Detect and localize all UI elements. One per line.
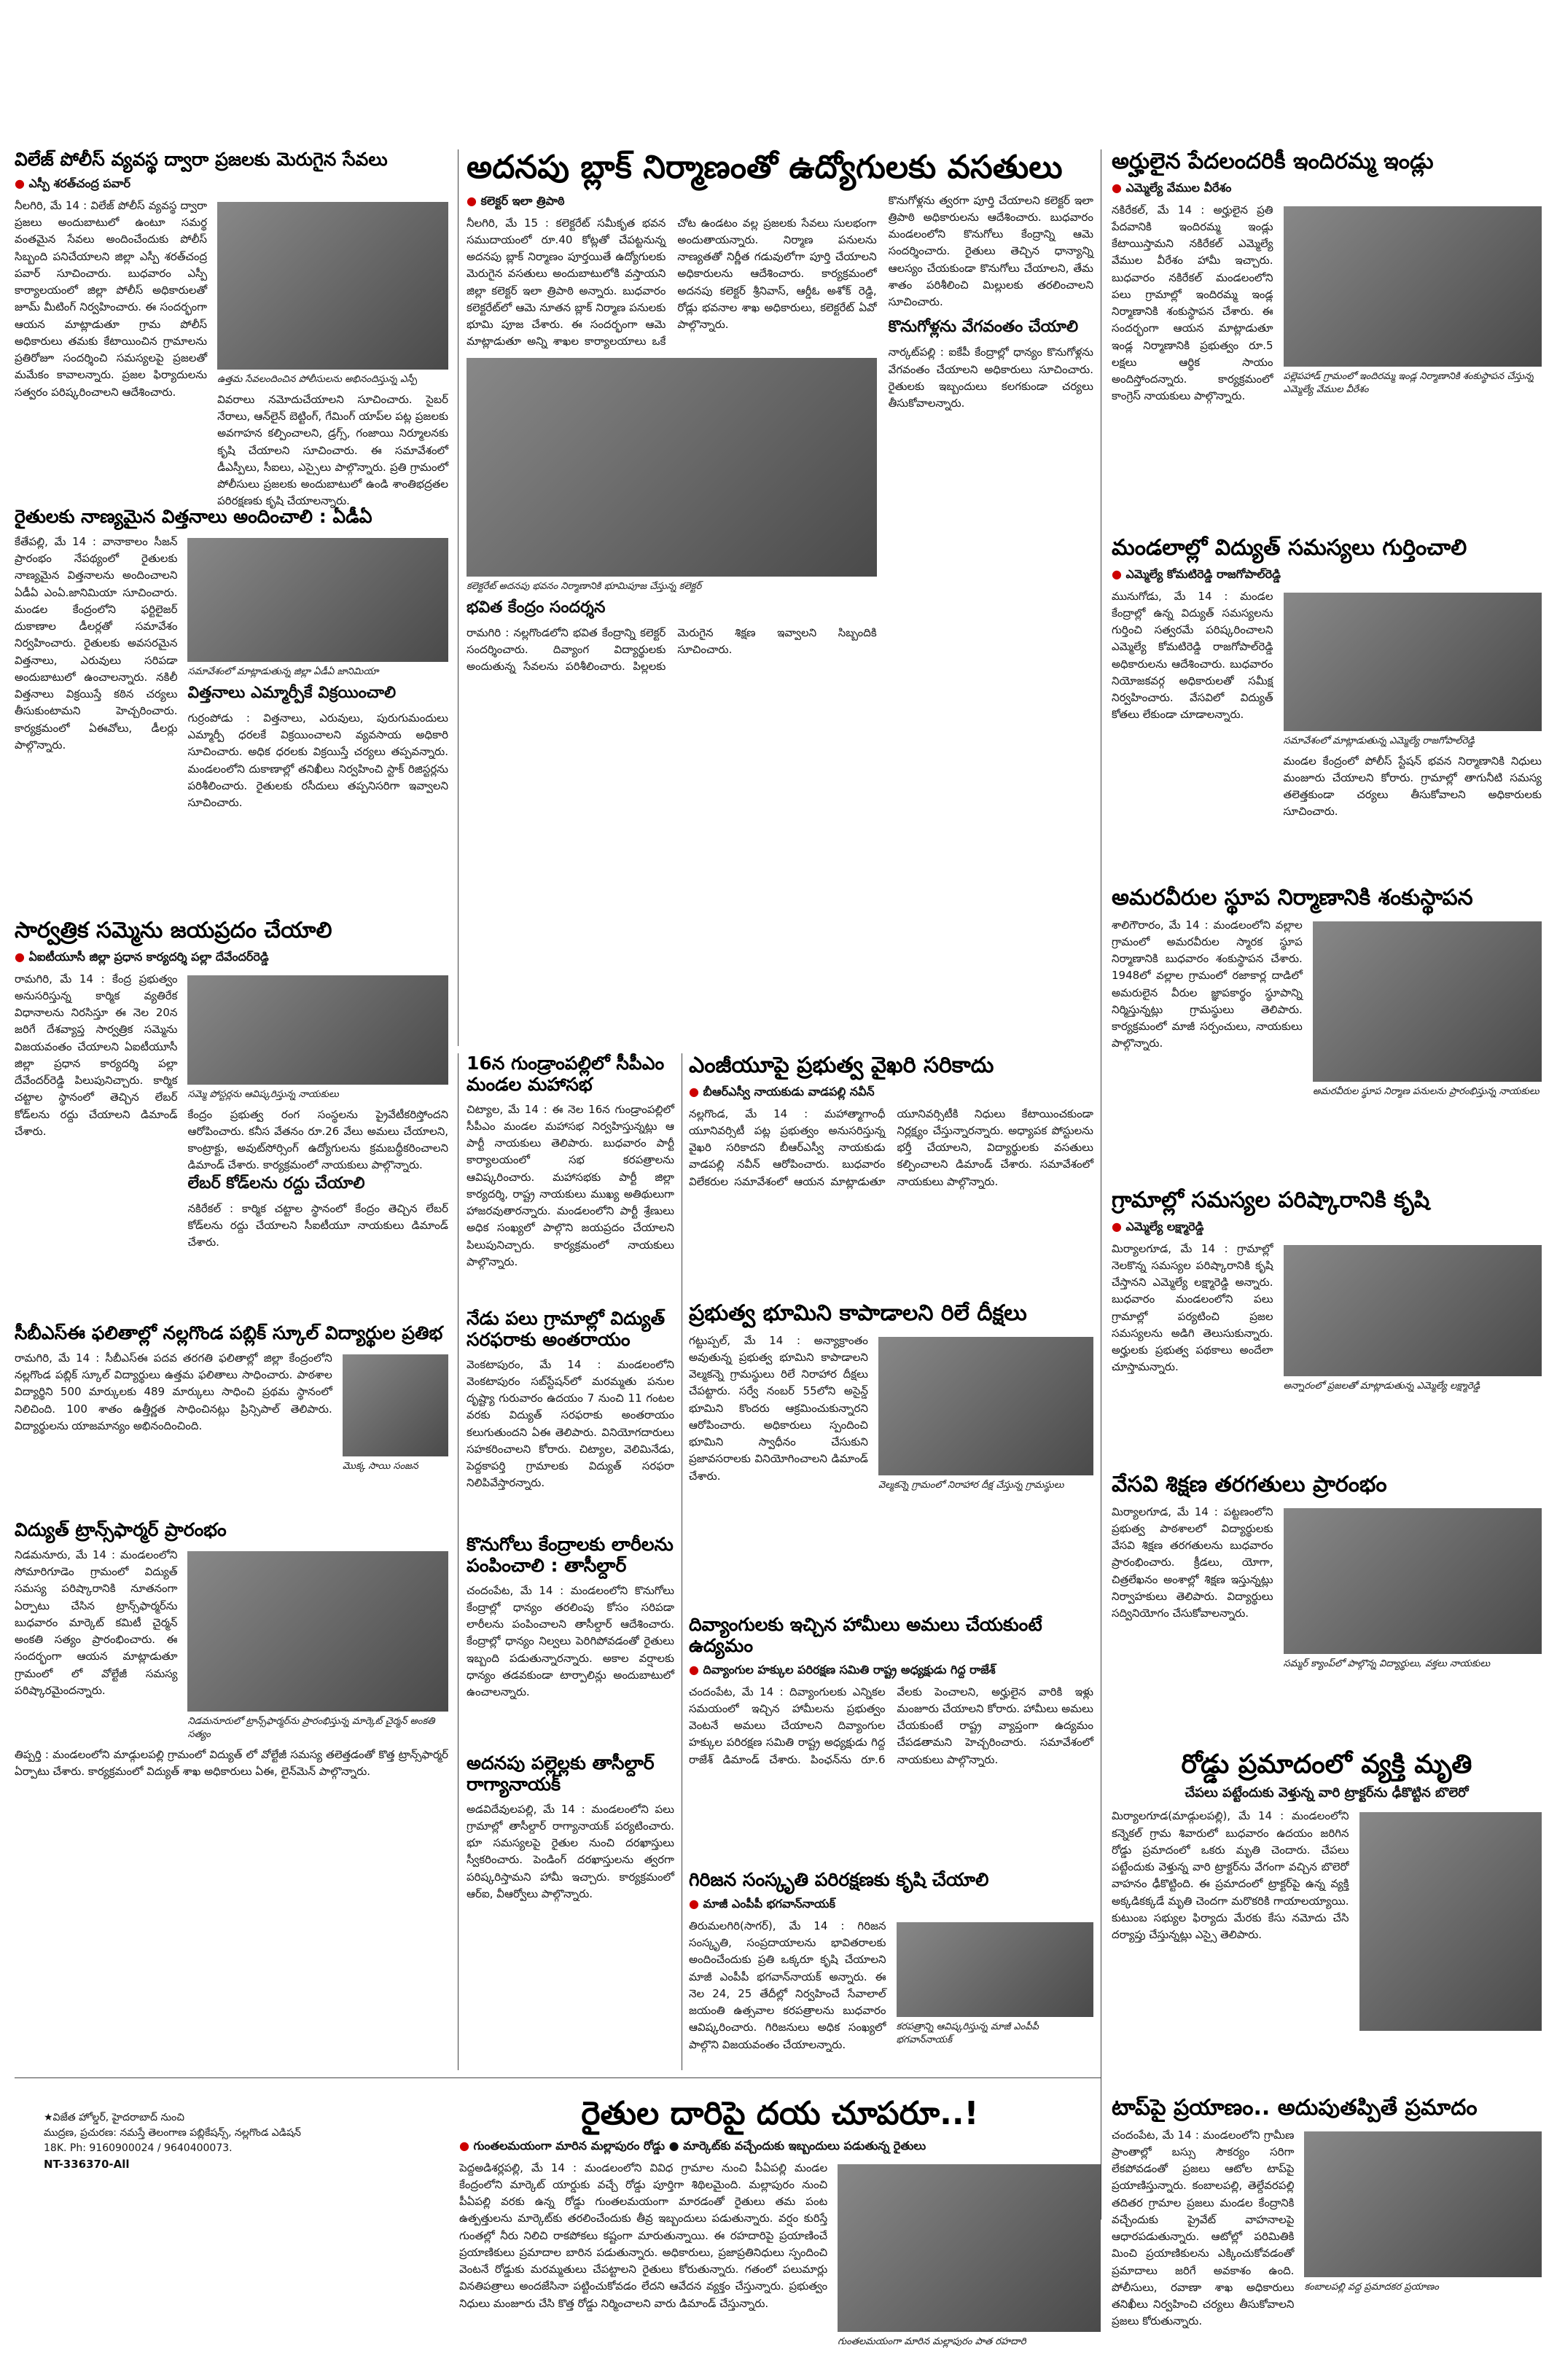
headline: విద్యుత్ ట్రాన్స్‌ఫార్మర్ ప్రారంభం — [15, 1519, 227, 1540]
article-body: వెంకటాపురం, మే 14 : మండలంలోని వెంకటాపురం సబ్‌స్టేషన్‌లో మరమ్మతు పనుల దృష్ట్యా గురువారం ఉదయం 7 నుంచి 11 గంటల వరకు విద్యుత్ సరఫరాకు అంతరాయం కలుగుతుందని ఏఈ తెలిపారు. వినియోగదారులు సహకరించాలని కోరారు. చిట్యాల, వెలిమినేడు, పెద్దకాపర్తి గ్రామాలకు విద్యుత్ సరఫరా నిలిపివేస్తారన్నారు. — [467, 1357, 674, 1490]
article-body: తిప్పర్తి : మండలంలోని మాడ్గులపల్లి గ్రామంలో విద్యుత్ లో వోల్టేజీ సమస్య తలెత్తడంతో కొత్త ట్రాన్స్‌ఫార్మర్ ఏర్పాటు చేశారు. కార్యక్రమంలో విద్యుత్ శాఖ అధికారులు ఏఈ, లైన్‌మెన్ పాల్గొన్నారు. — [15, 1747, 448, 1778]
headline: అదనపు బ్లాక్ నిర్మాణంతో ఉద్యోగులకు వసతులు — [467, 149, 1063, 186]
article-body: మిర్యాలగూడ, మే 14 : పట్టణంలోని ప్రభుత్వ పాఠశాలలో విద్యార్థులకు వేసవి శిక్షణ తరగతులను బుధవారం ప్రారంభించారు. క్రీడలు, యోగా, చిత్రలేఖనం అంశాల్లో శిక్షణ ఇస్తున్నట్లు నిర్వాహకులు తెలిపారు. విద్యార్థులు సద్వినియోగం చేసుకోవాలన్నారు. — [1112, 1505, 1273, 1620]
headline: విలేజ్ పోలీస్ వ్యవస్థ ద్వారా ప్రజలకు మెరుగైన సేవలు — [15, 149, 388, 170]
article-cpm-meeting — [467, 1053, 674, 1301]
byline: ● ఎమ్మెల్యే వేముల వీరేశం — [1112, 181, 1542, 198]
article-lorries — [467, 1534, 674, 1746]
photo-caption: గుంతలమయంగా మారిన మల్లాపురం పాత రహదారి — [838, 2336, 1026, 2347]
byline: ● ఎమ్మెల్యే కోమటిరెడ్డి రాజగోపాల్‌రెడ్డి — [1112, 567, 1542, 584]
headline: ఎంజీయూపై ప్రభుత్వ వైఖరి సరికాదు — [689, 1053, 994, 1078]
headline: అదనపు పల్లెల్లకు తాసీల్దార్ రాగ్యానాయక్ — [467, 1752, 655, 1795]
article-body: వివరాలు నమోదుచేయాలని సూచించారు. సైబర్ నేరాలు, ఆన్‌లైన్ బెట్టింగ్, గేమింగ్ యాప్‌ల పట్ల ప్రజలకు అవగాహన కల్పించాలని, డ్రగ్స్, గంజాయి నిర్మూలనకు కృషి చేయాలని సూచించారు. ఈ సమావేశంలో డీఎస్పీలు, సీఐలు, ఎస్సైలు పాల్గొన్నారు. ప్రతి గ్రామంలో పోలీసులు ప్రజలకు అందుబాటులో ఉండి శాంతిభద్రతల పరిరక్షణకు కృషి చేయాలన్నారు. — [217, 392, 448, 508]
photo-caption: కంబాలపల్లి వద్ద ప్రమాదకర ప్రయాణం — [1304, 2281, 1439, 2293]
headline: గిరిజన సంస్కృతి పరిరక్షణకు కృషి చేయాలి — [689, 1869, 989, 1890]
article-general-strike — [15, 918, 448, 1316]
article-power-problems — [1112, 536, 1542, 878]
photo-caption: సమ్మర్ క్యాంప్‌లో పాల్గొన్న విద్యార్థులు, వక్తలు నాయకులు — [1283, 1658, 1491, 1669]
headline: రోడ్డు ప్రమాదంలో వ్యక్తి మృతి — [1181, 1749, 1472, 1779]
article-body: నకిరేకల్, మే 14 : అర్హులైన ప్రతి పేదవానికి ఇందిరమ్మ ఇండ్లు కేటాయిస్తామని నకిరేకల్ ఎమ్మెల్యే వేముల వీరేశం హామీ ఇచ్చారు. బుధవారం నకిరేకల్ మండలంలోని పలు గ్రామాల్లో ఇందిరమ్మ ఇండ్ల నిర్మాణానికి శంకుస్థాపన చేశారు. ఈ సందర్భంగా ఆయన మాట్లాడుతూ ఇండ్ల నిర్మాణానికి ప్రభుత్వం రూ.5 లక్షలు ఆర్థిక సాయం అందిస్తోందన్నారు. కార్యక్రమంలో కాంగ్రెస్ నాయకులు పాల్గొన్నారు. — [1112, 203, 1273, 403]
article-collectorate-block — [467, 149, 1093, 1046]
byline: ● గుంతలమయంగా మారిన మల్లాపురం రోడ్డు ● మార్కెట్‌కు వచ్చేందుకు ఇబ్బందులు పడుతున్న రైతులు — [459, 2139, 1101, 2155]
headline: కొనుగోలు కేంద్రాలకు లారీలను పంపించాలి : తాసీల్దార్ — [467, 1534, 674, 1576]
photo-caption: కరపత్రాన్ని ఆవిష్కరిస్తున్న మాజీ ఎంపీపీ భగవాన్‌నాయక్ — [896, 2021, 1039, 2045]
photo-caption: పల్లెపహాడ్ గ్రామంలో ఇందిరమ్మ ఇండ్ల నిర్మాణానికి శంకుస్థాపన చేస్తున్న ఎమ్మెల్యే వేముల వీరేశం — [1283, 370, 1534, 395]
headline: ప్రభుత్వ భూమిని కాపాడాలని రిలే దీక్షలు — [689, 1300, 1027, 1326]
photo — [1284, 1245, 1542, 1376]
article-body: నార్కట్‌పల్లి : ఐకేపీ కేంద్రాల్లో ధాన్యం కొనుగోళ్లను వేగవంతం చేయాలని అధికారులు సూచించారు. రైతులకు ఇబ్బందులు కలగకుండా చర్యలు తీసుకోవాలన్నారు. — [888, 346, 1093, 410]
headline: మండలాల్లో విద్యుత్ సమస్యలు గుర్తించాలి — [1112, 535, 1467, 561]
article-body: చందంపేట, మే 14 : దివ్యాంగులకు ఎన్నికల సమయంలో ఇచ్చిన హామీలను ప్రభుత్వం వెంటనే అమలు చేయాలని దివ్యాంగుల హక్కుల పరిరక్షణ సమితి రాష్ట్ర అధ్యక్షుడు గిద్ద రాజేశ్ డిమాండ్ చేశారు. పింఛన్‌ను రూ.6 వేలకు పెంచాలని, అర్హులైన వారికి ఇళ్లు మంజూరు చేయాలని కోరారు. హామీలు అమలు చేయకుంటే రాష్ట్ర వ్యాప్తంగా ఉద్యమం చేపడతామని హెచ్చరించారు. సమావేశంలో నాయకులు పాల్గొన్నారు. — [689, 1685, 1093, 1766]
photo — [187, 538, 448, 662]
photo — [343, 1354, 448, 1456]
photo — [187, 975, 448, 1085]
article-indiramma-houses — [1112, 149, 1542, 528]
byline: ● మాజీ ఎంపీపీ భగవాన్‌నాయక్ — [689, 1897, 1093, 1913]
sub-headline: కొనుగోళ్లను వేగవంతం చేయాలి — [888, 318, 1079, 337]
article-body: కేంద్రం ప్రభుత్వ రంగ సంస్థలను ప్రైవేటీకరిస్తోందని ఆరోపించారు. కనీస వేతనం రూ.26 వేలు అమలు చేయాలని, కాంట్రాక్టు, అవుట్‌సోర్సింగ్ ఉద్యోగులను క్రమబద్ధీకరించాలని డిమాండ్ చేశారు. కార్యక్రమంలో నాయకులు పాల్గొన్నారు. — [187, 1107, 448, 1172]
article-farmers-road — [459, 2096, 1101, 2369]
article-body: నీలగిరి, మే 14 : విలేజ్ పోలీస్ వ్యవస్థ ద్వారా ప్రజలు అందుబాటులో ఉంటూ సమర్థ వంతమైన సేవలు అందించేందుకు పోలీస్ సిబ్బంది పనిచేయాలని జిల్లా ఎస్పీ శరత్‌చంద్ర పవార్ సూచించారు. బుధవారం ఎస్పీ కార్యాలయంలో జిల్లా పోలీస్ అధికారులతో జూమ్ మీటింగ్ నిర్వహించారు. ఈ సందర్భంగా ఆయన మాట్లాడుతూ గ్రామ పోలీస్ అధికారులు తమకు కేటాయించిన గ్రామాలను ప్రతిరోజూ సందర్శించి సమస్యలపై ప్రజలతో మమేకం కావాలన్నారు. ప్రజల ఫిర్యాదులను సత్వరం పరిష్కరించాలని ఆదేశించారు. — [15, 198, 208, 399]
article-relay-hunger-strike — [689, 1301, 1093, 1607]
sub-headline: చేపలు పట్టేందుకు వెళ్తున్న వారి ట్రాక్టర్‌ను ఢీకొట్టిన బొలెరో — [1185, 1785, 1469, 1801]
article-body: రామగిరి : నల్లగొండలోని భవిత కేంద్రాన్ని కలెక్టర్ సందర్శించారు. దివ్యాంగ విద్యార్థులకు అందుతున్న సేవలను పరిశీలించారు. పిల్లలకు మెరుగైన శిక్షణ ఇవ్వాలని సిబ్బందికి సూచించారు. — [467, 625, 877, 674]
sub-headline: విత్తనాలు ఎమ్మార్పీకే విక్రయించాలి — [187, 683, 397, 702]
headline: టాప్‌పై ప్రయాణం.. అదుపుతప్పితే ప్రమాదం — [1112, 2095, 1478, 2120]
photo — [1284, 1508, 1542, 1654]
article-body: నిడమనూరు, మే 14 : మండలంలోని సోమారిగూడెం గ్రామంలో విద్యుత్ సమస్య పరిష్కారానికి నూతనంగా ఏర్పాటు చేసిన ట్రాన్స్‌ఫార్మర్‌ను బుధవారం మార్కెట్ కమిటీ చైర్మన్ అంకతి సత్యం ప్రారంభించారు. ఈ సందర్భంగా ఆయన మాట్లాడుతూ గ్రామంలో లో వోల్టేజీ సమస్య పరిష్కారమైందన్నారు. — [15, 1548, 178, 1697]
photo-caption: మొక్క సాయి సంజన — [342, 1460, 418, 1472]
article-martyrs-memorial — [1112, 886, 1542, 1181]
article-village-police — [15, 149, 448, 508]
photo — [838, 2164, 1101, 2332]
article-body: నల్లగొండ, మే 14 : మహాత్మాగాంధీ యూనివర్సిటీ పట్ల ప్రభుత్వం అనుసరిస్తున్న వైఖరి సరికాదని బీఆర్ఎస్వీ నాయకుడు వాడపల్లి నవీన్ ఆరోపించారు. బుధవారం విలేకరుల సమావేశంలో ఆయన మాట్లాడుతూ యూనివర్సిటీకి నిధులు కేటాయించకుండా నిర్లక్ష్యం చేస్తున్నారన్నారు. అధ్యాపక పోస్టులను భర్తీ చేయాలని, విద్యార్థులకు వసతులు కల్పించాలని డిమాండ్ చేశారు. సమావేశంలో నాయకులు పాల్గొన్నారు. — [689, 1107, 1093, 1188]
headline: సీబీఎస్ఈ ఫలితాల్లో నల్లగొండ పబ్లిక్ స్కూల్ విద్యార్థుల ప్రతిభ — [15, 1322, 443, 1343]
article-body: కొనుగోళ్లను త్వరగా పూర్తి చేయాలని కలెక్టర్ ఇలా త్రిపాఠి అధికారులను ఆదేశించారు. బుధవారం మండలంలోని కొనుగోలు కేంద్రాన్ని ఆమె సందర్శించారు. రైతులు తెచ్చిన ధాన్యాన్ని ఆలస్యం చేయకుండా కొనుగోలు చేయాలని, తేమ శాతం పరిశీలించి మిల్లులకు తరలించాలని సూచించారు. — [888, 193, 1093, 309]
headline: రైతుల దారిపై దయ చూపరూ..! — [581, 2095, 979, 2132]
photo-caption: ఉత్తమ సేవలందించిన పోలీసులను అభినందిస్తున్న ఎస్పీ — [217, 373, 418, 385]
section-rule — [15, 2077, 1101, 2078]
byline: ● ఏఐటీయూసీ జిల్లా ప్రధాన కార్యదర్శి పల్లా దేవేందర్‌రెడ్డి — [15, 950, 448, 967]
article-cbse-results — [15, 1323, 448, 1513]
article-power-cut — [467, 1308, 674, 1527]
article-seeds-ada — [15, 507, 448, 911]
article-village-problems — [1112, 1188, 1542, 1465]
article-body: గట్టుప్పల్, మే 14 : అన్యాక్రాంతం అవుతున్న ప్రభుత్వ భూమిని కాపాడాలని వెల్మకన్నె గ్రామస్థులు రిలే నిరాహార దీక్షలు చేపట్టారు. సర్వే నంబర్ 55లోని అసైన్డ్ భూమిని కొందరు ఆక్రమించుకున్నారని ఆరోపించారు. అధికారులు స్పందించి భూమిని స్వాధీనం చేసుకుని ప్రజావసరాలకు వినియోగించాలని డిమాండ్ చేశారు. — [689, 1333, 868, 1483]
photo — [1313, 921, 1542, 1082]
imprint-phone: 18K. Ph: 9160900024 / 9640400073. — [44, 2142, 233, 2154]
headline: అమరవీరుల స్థూప నిర్మాణానికి శంకుస్థాపన — [1112, 885, 1473, 910]
photo — [897, 1922, 1094, 2017]
article-body: నకిరేకల్ : కార్మిక చట్టాల స్థానంలో కేంద్రం తెచ్చిన లేబర్ కోడ్‌లను రద్దు చేయాలని సీఐటీయూ నాయకులు డిమాండ్ చేశారు. — [187, 1201, 448, 1249]
article-body: చందంపేట, మే 14 : మండలంలోని కొనుగోలు కేంద్రాల్లో ధాన్యం తరలింపు కోసం సరిపడా లారీలను పంపించాలని తాసీల్దార్ ఆదేశించారు. కేంద్రాల్లో ధాన్యం నిల్వలు పెరిగిపోవడంతో రైతులు ఇబ్బంది పడుతున్నారన్నారు. అకాల వర్షాలకు ధాన్యం తడవకుండా టార్పాలిన్లు అందుబాటులో ఉంచాలన్నారు. — [467, 1583, 674, 1698]
article-body: గుర్రంపోడు : విత్తనాలు, ఎరువులు, పురుగుమందులు ఎమ్మార్పీ ధరలకే విక్రయించాలని వ్యవసాయ అధికారి సూచించారు. అధిక ధరలకు విక్రయిస్తే చర్యలు తప్పవన్నారు. మండలంలోని దుకాణాల్లో తనిఖీలు నిర్వహించి స్టాక్ రిజిస్టర్లను పరిశీలించారు. రైతులకు రసీదులు తప్పనిసరిగా ఇవ్వాలని సూచించారు. — [187, 711, 448, 809]
byline: ● కలెక్టర్ ఇలా త్రిపాఠి — [467, 194, 877, 211]
sub-headline: భవిత కేంద్రం సందర్శన — [467, 598, 606, 617]
headline: సార్వత్రిక సమ్మెను జయప్రదం చేయాలి — [15, 918, 332, 943]
article-body: కేతేపల్లి, మే 14 : వానాకాలం సీజన్ ప్రారంభం నేపథ్యంలో రైతులకు నాణ్యమైన విత్తనాలను అందించాలని ఏడీఏ ఎంఏ.జానిమియా సూచించారు. మండల కేంద్రంలోని ఫర్టిలైజర్ దుకాణాల డీలర్లతో సమావేశం నిర్వహించారు. రైతులకు అవసరమైన విత్తనాలు, ఎరువులు సరిపడా అందుబాటులో ఉంచాలన్నారు. నకిలీ విత్తనాలు విక్రయిస్తే కఠిన చర్యలు తీసుకుంటామని హెచ్చరించారు. కార్యక్రమంలో ఏఈవోలు, డీలర్లు పాల్గొన్నారు. — [15, 534, 178, 752]
article-body: నీలగిరి, మే 15 : కలెక్టరేట్ సమీకృత భవన సముదాయంలో రూ.40 కోట్లతో చేపట్టనున్న అదనపు బ్లాక్ నిర్మాణం పూర్తయితే ఉద్యోగులకు మెరుగైన వసతులు అందుబాటులోకి వస్తాయని జిల్లా కలెక్టర్ ఇలా త్రిపాఠి అన్నారు. బుధవారం కలెక్టరేట్‌లో ఆమె నూతన బ్లాక్ నిర్మాణ పనులకు భూమి పూజ చేశారు. ఈ సందర్భంగా ఆమె మాట్లాడుతూ అన్ని శాఖల కార్యాలయాలు ఒకే చోట ఉండటం వల్ల ప్రజలకు సేవలు సులభంగా అందుతాయన్నారు. నిర్మాణ పనులను నాణ్యతతో నిర్ణీత గడువులోగా పూర్తి చేయాలని అధికారులను ఆదేశించారు. కార్యక్రమంలో అదనపు కలెక్టర్ శ్రీనివాస్, ఆర్డీఓ అశోక్ రెడ్డి, రోడ్లు భవనాల శాఖ అధికారులు, కలెక్టరేట్ ఏవో పాల్గొన్నారు. — [467, 216, 877, 348]
headline: 16న గుండ్రాంపల్లిలో సీపీఎం మండల మహాసభ — [467, 1053, 665, 1095]
photo — [1284, 593, 1542, 731]
imprint-line: ★విజేత హోల్డర్, హైదరాబాద్ నుంచి — [44, 2112, 184, 2123]
article-body: తిరుమలగిరి(సాగర్), మే 14 : గిరిజన సంస్కృతి, సంప్రదాయాలను భావితరాలకు అందించేందుకు ప్రతి ఒక్కరూ కృషి చేయాలని మాజీ ఎంపీపీ భగవాన్‌నాయక్ అన్నారు. ఈ నెల 24, 25 తేదీల్లో నిర్వహించే సేవాలాల్ జయంతి ఉత్సవాల కరపత్రాలను బుధవారం ఆవిష్కరించారు. గిరిజనులు అధిక సంఖ్యలో పాల్గొని విజయవంతం చేయాలన్నారు. — [689, 1919, 886, 2051]
imprint — [44, 2110, 408, 2212]
headline: రైతులకు నాణ్యమైన విత్తనాలు అందించాలి : ఏడీఏ — [15, 506, 372, 527]
byline: ● ఎస్పీ శరత్‌చంద్ర పవార్ — [15, 176, 448, 193]
article-body: శాలిగౌరారం, మే 14 : మండలంలోని వల్లాల గ్రామంలో అమరవీరుల స్మారక స్థూప నిర్మాణానికి బుధవారం శంకుస్థాపన చేశారు. 1948లో వల్లాల గ్రామంలో రజాకార్ల దాడిలో అమరులైన వీరుల జ్ఞాపకార్థం స్థూపాన్ని నిర్మిస్తున్నట్లు గ్రామస్థులు తెలిపారు. కార్యక్రమంలో మాజీ సర్పంచులు, నాయకులు పాల్గొన్నారు. — [1112, 918, 1303, 1050]
article-mgu — [689, 1053, 1093, 1294]
photo — [217, 202, 448, 370]
article-body: మండల కేంద్రంలో పోలీస్ స్టేషన్ భవన నిర్మాణానికి నిధులు మంజూరు చేయాలని కోరారు. గ్రామాల్లో తాగునీటి సమస్య తలెత్తకుండా చర్యలు తీసుకోవాలని అధికారులకు సూచించారు. — [1283, 754, 1542, 819]
headline: వేసవి శిక్షణ తరగతులు ప్రారంభం — [1112, 1472, 1387, 1497]
headline: నేడు పలు గ్రామాల్లో విద్యుత్ సరఫరాకు అంతరాయం — [467, 1308, 666, 1350]
article-body: రామగిరి, మే 14 : కేంద్ర ప్రభుత్వం అనుసరిస్తున్న కార్మిక వ్యతిరేక విధానాలను నిరసిస్తూ ఈ నెల 20న జరిగే దేశవ్యాప్త సార్వత్రిక సమ్మెను విజయవంతం చేయాలని ఏఐటీయూసీ జిల్లా ప్రధాన కార్యదర్శి పల్లా దేవేందర్‌రెడ్డి పిలుపునిచ్చారు. కార్మిక చట్టాల స్థానంలో తెచ్చిన లేబర్ కోడ్‌లను రద్దు చేయాలని డిమాండ్ చేశారు. — [15, 972, 178, 1138]
photo — [187, 1551, 448, 1712]
article-disabled-rights — [689, 1615, 1093, 1862]
headline: దివ్యాంగులకు ఇచ్చిన హామీలు అమలు చేయకుంటే ఉద్యమం — [689, 1614, 1042, 1656]
article-body: మిర్యాలగూడ(మాడ్గులపల్లి), మే 14 : మండలంలోని కన్నెకల్ గ్రామ శివారులో బుధవారం ఉదయం జరిగిన రోడ్డు ప్రమాదంలో ఒకరు మృతి చెందారు. చేపలు పట్టేందుకు వెళ్తున్న వారి ట్రాక్టర్‌ను వేగంగా వచ్చిన బొలెరో వాహనం ఢీకొట్టింది. ఈ ప్రమాదంలో ట్రాక్టర్‌పై ఉన్న వ్యక్తి అక్కడికక్కడే మృతి చెందగా మరొకరికి గాయాలయ్యాయి. కుటుంబ సభ్యుల ఫిర్యాదు మేరకు కేసు నమోదు చేసి దర్యాప్తు చేస్తున్నట్లు ఎస్సై తెలిపారు. — [1112, 1809, 1349, 1942]
article-summer-camp — [1112, 1472, 1542, 1742]
article-body: పెద్దఅడిశర్లపల్లి, మే 14 : మండలంలోని వివిధ గ్రామాల నుంచి పీఏపల్లి మండల కేంద్రంలోని మార్కెట్ యార్డుకు వచ్చే రోడ్డు పూర్తిగా శిథిలమైంది. మల్లాపురం నుంచి పీఏపల్లి వరకు ఉన్న రోడ్డు గుంతలమయంగా మారడంతో రైతులు తమ పంట ఉత్పత్తులను మార్కెట్‌కు తరలించేందుకు తీవ్ర ఇబ్బందులు పడుతున్నారు. వర్షం కురిస్తే గుంతల్లో నీరు నిలిచి రాకపోకలు కష్టంగా మారుతున్నాయి. ఈ రహదారిపై ప్రయాణించే ప్రయాణికులు ప్రమాదాల బారిన పడుతున్నారు. అధికారులు, ప్రజాప్రతినిధులు స్పందించి వెంటనే రోడ్డుకు మరమ్మతులు చేపట్టాలని రైతులు కోరుతున్నారు. గతంలో పలుమార్లు వినతిపత్రాలు అందజేసినా పట్టించుకోవడం లేదని ఆవేదన వ్యక్తం చేస్తున్నారు. ప్రభుత్వం నిధులు మంజూరు చేసి కొత్త రోడ్డు నిర్మించాలని వారు డిమాండ్ చేస్తున్నారు. — [459, 2161, 828, 2310]
article-tribal-culture — [689, 1870, 1093, 2070]
article-body: చిట్యాల, మే 14 : ఈ నెల 16న గుండ్రాంపల్లిలో సీపీఎం మండల మహాసభ నిర్వహిస్తున్నట్లు ఆ పార్టీ నాయకులు తెలిపారు. బుధవారం పార్టీ కార్యాలయంలో సభ కరపత్రాలను ఆవిష్కరించారు. మహాసభకు పార్టీ జిల్లా కార్యదర్శి, రాష్ట్ర నాయకులు ముఖ్య అతిథులుగా హాజరవుతారన్నారు. మండలంలోని పార్టీ శ్రేణులు అధిక సంఖ్యలో పాల్గొని జయప్రదం చేయాలని పిలుపునిచ్చారు. కార్యక్రమంలో నాయకులు పాల్గొన్నారు. — [467, 1102, 674, 1268]
article-tahsildar — [467, 1753, 674, 2070]
photo-caption: సమ్మె పోస్టర్లను ఆవిష్కరిస్తున్న నాయకులు — [187, 1088, 339, 1100]
photo-caption: అమరవీరుల స్థూప నిర్మాణ పనులను ప్రారంభిస్తున్న నాయకులు — [1312, 1085, 1540, 1097]
headline: గ్రామాల్లో సమస్యల పరిష్కారానికి కృషి — [1112, 1187, 1430, 1213]
photo — [878, 1337, 1093, 1475]
photo — [1284, 206, 1542, 367]
byline: ● దివ్యాంగుల హక్కుల పరిరక్షణ సమితి రాష్ట్ర అధ్యక్షుడు గిద్ద రాజేశ్ — [689, 1663, 1093, 1679]
article-body: చందంపేట, మే 14 : మండలంలోని గ్రామీణ ప్రాంతాల్లో బస్సు సౌకర్యం సరిగా లేకపోవడంతో ప్రజలు ఆటోల టాప్‌పై ప్రయాణిస్తున్నారు. కంబాలపల్లి, తెల్దేవరపల్లి తదితర గ్రామాల ప్రజలు మండల కేంద్రానికి వచ్చేందుకు ప్రైవేట్ వాహనాలపై ఆధారపడుతున్నారు. ఆటోల్లో పరిమితికి మించి ప్రయాణికులను ఎక్కించుకోవడంతో ప్రమాదాలు జరిగే అవకాశం ఉంది. పోలీసులు, రవాణా శాఖ అధికారులు తనిఖీలు నిర్వహించి చర్యలు తీసుకోవాలని ప్రజలు కోరుతున్నారు. — [1112, 2128, 1295, 2328]
photo-caption: వెల్మకన్నె గ్రామంలో నిరాహార దీక్ష చేస్తున్న గ్రామస్థులు — [878, 1479, 1064, 1491]
article-body: మునుగోడు, మే 14 : మండల కేంద్రాల్లో ఉన్న విద్యుత్ సమస్యలను గుర్తించి సత్వరమే పరిష్కరించాలని ఎమ్మెల్యే కోమటిరెడ్డి రాజగోపాల్‌రెడ్డి అధికారులను ఆదేశించారు. బుధవారం నియోజకవర్గ అధికారులతో సమీక్ష నిర్వహించారు. వేసవిలో విద్యుత్ కోతలు లేకుండా చూడాలన్నారు. — [1112, 589, 1273, 722]
sub-headline: లేబర్ కోడ్‌లను రద్దు చేయాలి — [187, 1174, 365, 1193]
article-transformer — [15, 1520, 448, 1917]
imprint-code: NT-336370-All — [44, 2158, 130, 2171]
photo — [1359, 1812, 1542, 2031]
photo — [1304, 2131, 1542, 2277]
photo-caption: సమావేశంలో మాట్లాడుతున్న ఎమ్మెల్యే రాజగోపాల్‌రెడ్డి — [1283, 735, 1475, 746]
article-body: మిర్యాలగూడ, మే 14 : గ్రామాల్లో నెలకొన్న సమస్యల పరిష్కారానికి కృషి చేస్తానని ఎమ్మెల్యే లక్ష్మారెడ్డి అన్నారు. బుధవారం మండలంలోని పలు గ్రామాల్లో పర్యటించి ప్రజల సమస్యలను అడిగి తెలుసుకున్నారు. అర్హులకు ప్రభుత్వ పథకాలు అందేలా చూస్తామన్నారు. — [1112, 1241, 1273, 1374]
photo-caption: సమావేశంలో మాట్లాడుతున్న జిల్లా ఏడీఏ జానిమియా — [187, 666, 379, 677]
byline: ● ఎమ్మెల్యే లక్ష్మారెడ్డి — [1112, 1220, 1542, 1236]
photo-caption: అన్నారంలో ప్రజలతో మాట్లాడుతున్న ఎమ్మెల్యే లక్ష్మారెడ్డి — [1283, 1380, 1480, 1392]
photo-caption: నిడమనూరులో ట్రాన్స్‌ఫార్మర్‌ను ప్రారంభిస్తున్న మార్కెట్ చైర్మన్ అంకతి సత్యం — [187, 1715, 435, 1740]
article-body: రామగిరి, మే 14 : సీబీఎస్ఈ పదవ తరగతి ఫలితాల్లో జిల్లా కేంద్రంలోని నల్లగొండ పబ్లిక్ స్కూల్ విద్యార్థులు ఉత్తమ ఫలితాలు సాధించారు. పాఠశాల విద్యార్థిని 500 మార్కులకు 489 మార్కులు సాధించి ప్రథమ స్థానంలో నిలిచింది. 100 శాతం ఉత్తీర్ణత సాధించినట్లు ప్రిన్సిపాల్ తెలిపారు. విద్యార్థులను యాజమాన్యం అభినందించింది. — [15, 1351, 332, 1432]
imprint-line: ముద్రణ, ప్రచురణ: నమస్తే తెలంగాణ పబ్లికేషన్స్, నల్లగొండ ఎడిషన్ — [44, 2127, 301, 2139]
headline: అర్హులైన పేదలందరికీ ఇందిరమ్మ ఇండ్లు — [1112, 149, 1434, 174]
article-body: అడవిదేవులపల్లి, మే 14 : మండలంలోని పలు గ్రామాల్లో తాసీల్దార్ రాగ్యానాయక్ పర్యటించారు. భూ సమస్యలపై రైతుల నుంచి దరఖాస్తులు స్వీకరించారు. పెండింగ్ దరఖాస్తులను త్వరగా పరిష్కరిస్తామని హామీ ఇచ్చారు. కార్యక్రమంలో ఆర్ఐ, వీఆర్వోలు పాల్గొన్నారు. — [467, 1802, 674, 1900]
article-roof-travel — [1112, 2096, 1542, 2369]
photo-caption: కలెక్టరేట్ అదనపు భవనం నిర్మాణానికి భూమిపూజ చేస్తున్న కలెక్టర్ — [467, 580, 702, 592]
photo — [467, 358, 877, 577]
byline: ● బీఆర్ఎస్వీ నాయకుడు వాడపల్లి నవీన్ — [689, 1085, 1093, 1101]
article-road-accident — [1112, 1749, 1542, 2070]
